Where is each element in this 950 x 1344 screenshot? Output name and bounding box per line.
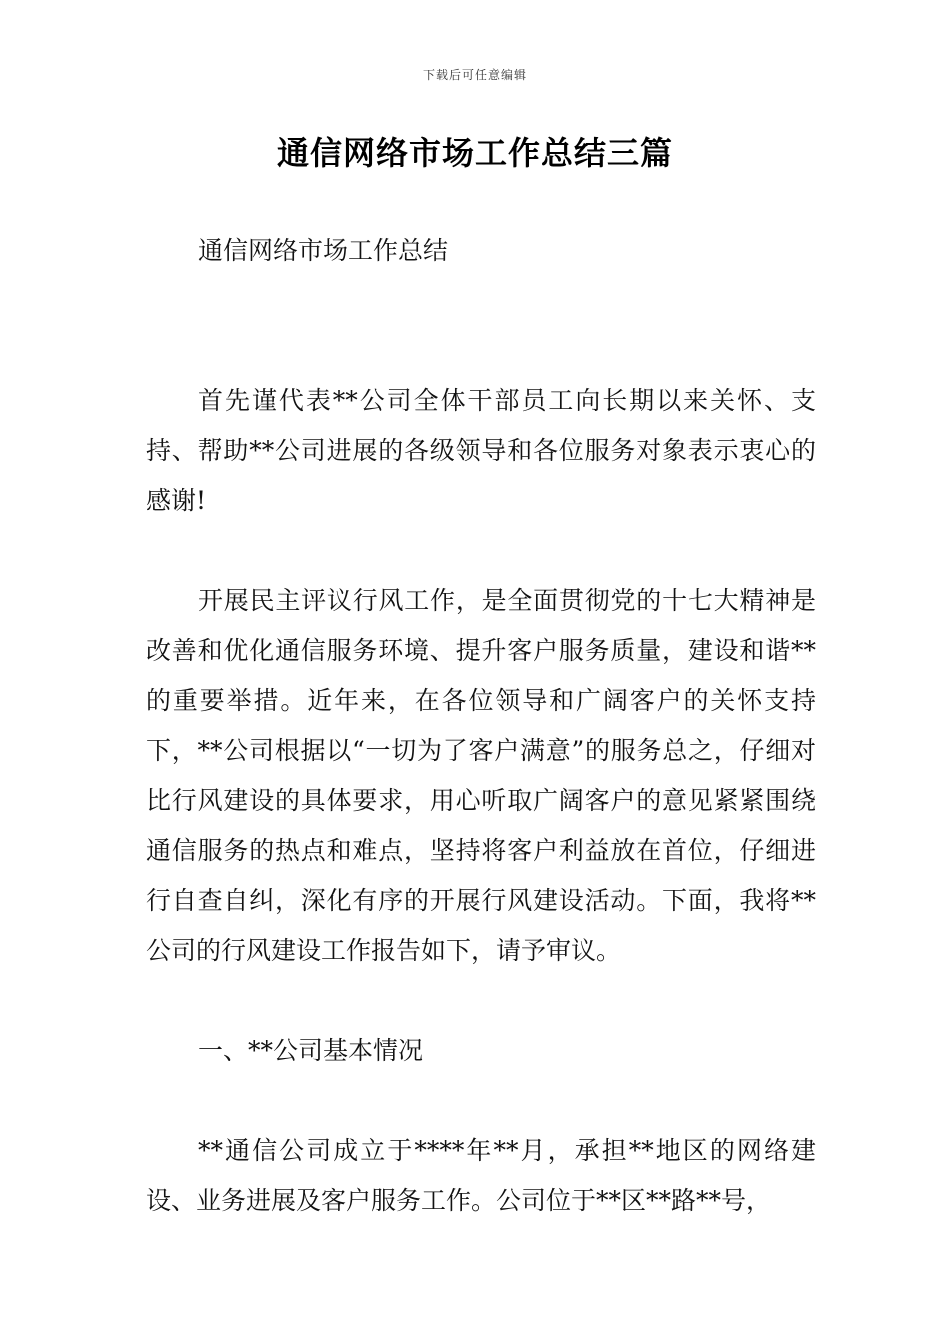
section-heading-basic-info: 一、**公司基本情况 — [198, 1036, 424, 1065]
paragraph-thanks: 首先谨代表**公司全体干部员工向长期以来关怀、支持、帮助**公司进展的各级领导和各位服务对象表示衷心的感谢! — [146, 386, 816, 515]
document-title: 通信网络市场工作总结三篇 — [276, 134, 673, 172]
document-body — [146, 226, 816, 1226]
paragraph-intro: 开展民主评议行风工作，是全面贯彻党的十七大精神是改善和优化通信服务环境、提升客户服务质量，建设和谐**的重要举措。近年来，在各位领导和广阔客户的关怀支持下，**公司根据以“一切为了客户满意”的服务总之，仔细对比行风建设的具体要求，用心听取广阔客户的意见紧紧围绕通信服务的热点和难点，坚持将客户利益放在首位，仔细进行自查自纠，深化有序的开展行风建设活动。下面，我将**公司的行风建设工作报告如下，请予审议。 — [146, 586, 816, 965]
paragraph-company-info: **通信公司成立于****年**月，承担**地区的网络建设、业务进展及客户服务工作。公司位于**区**路**号， — [146, 1136, 816, 1215]
document-subtitle: 通信网络市场工作总结 — [198, 236, 449, 265]
header-note: 下载后可任意编辑 — [422, 68, 527, 82]
